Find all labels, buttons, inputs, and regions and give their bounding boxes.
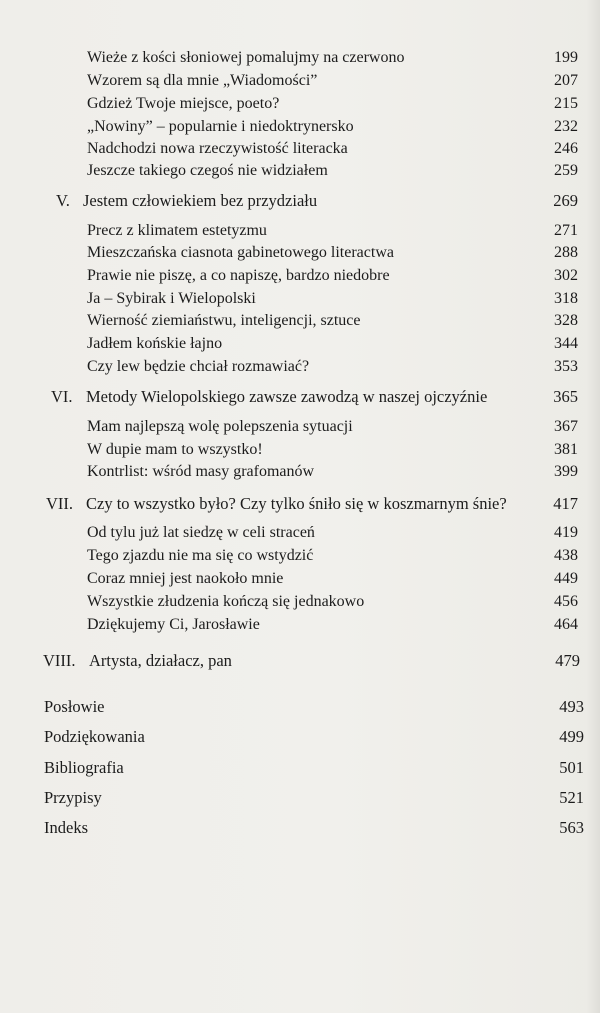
toc-entry xyxy=(87,241,578,265)
toc-entry-title: Mam najlepszą wolę polepszenia sytuacji xyxy=(87,418,353,435)
toc-chapter-number: V. xyxy=(56,191,70,210)
toc-entry-title: Indeks xyxy=(44,818,88,837)
toc-entry-page: 199 xyxy=(554,49,578,66)
toc-entry-title: Wierność ziemiaństwu, inteligencji, sztuce xyxy=(87,312,361,329)
toc-entry-title: Dziękujemy Ci, Jarosławie xyxy=(87,616,260,633)
toc-entry-page: 399 xyxy=(554,463,578,480)
toc-entry-page: 521 xyxy=(559,788,584,807)
toc-entry-title: Posłowie xyxy=(44,697,105,716)
toc-entry-page: 499 xyxy=(559,727,584,746)
toc-chapter-title: Artysta, działacz, pan xyxy=(89,651,232,670)
toc-entry xyxy=(87,567,578,591)
toc-entry-title: Tego zjazdu nie ma się co wstydzić xyxy=(87,547,314,564)
toc-entry xyxy=(87,159,578,183)
toc-entry-page: 344 xyxy=(554,335,578,352)
toc-entry xyxy=(87,287,578,311)
toc-entry-page: 328 xyxy=(554,312,578,329)
toc-entry-title: „Nowiny” – popularnie i niedoktrynersko xyxy=(87,118,354,135)
toc-backmatter-entry xyxy=(44,695,584,719)
toc-chapter-page: 417 xyxy=(553,494,578,513)
toc-entry-page: 246 xyxy=(554,140,578,157)
toc-entry-page: 259 xyxy=(554,162,578,179)
toc-entry-title: Precz z klimatem estetyzmu xyxy=(87,222,267,239)
toc-chapter-page: 479 xyxy=(555,651,580,670)
toc-backmatter-entry xyxy=(44,725,584,749)
toc-entry-title: Podziękowania xyxy=(44,727,145,746)
toc-entry-title: Jeszcze takiego czegoś nie widziałem xyxy=(87,162,328,179)
toc-entry-page: 501 xyxy=(559,758,584,777)
toc-entry-page: 215 xyxy=(554,95,578,112)
toc-entry-title: Prawie nie piszę, a co napiszę, bardzo niedobre xyxy=(87,267,390,284)
toc-entry-title: Kontrlist: wśród masy grafomanów xyxy=(87,463,315,480)
toc-chapter xyxy=(51,385,578,409)
toc-entry xyxy=(87,438,578,462)
toc-entry-title: Bibliografia xyxy=(44,758,124,777)
toc-entry-title: Ja – Sybirak i Wielopolski xyxy=(87,290,256,307)
toc-chapter-title: Metody Wielopolskiego zawsze zawodzą w naszej ojczyźnie xyxy=(86,387,488,406)
toc-entry-title: Wzorem są dla mnie „Wiadomości” xyxy=(87,72,318,89)
page-edge-shadow xyxy=(586,0,600,1013)
toc-entry xyxy=(87,46,578,70)
toc-entry-page: 302 xyxy=(554,267,578,284)
toc-entry-page: 353 xyxy=(554,358,578,375)
toc-entry xyxy=(87,137,578,161)
toc-entry-title: W dupie mam to wszystko! xyxy=(87,441,263,458)
toc-entry xyxy=(87,415,578,439)
toc-entry xyxy=(87,264,578,288)
toc-entry-page: 464 xyxy=(554,616,578,633)
toc-chapter xyxy=(43,649,580,673)
toc-entry-page: 232 xyxy=(554,118,578,135)
toc-backmatter-entry xyxy=(44,816,584,840)
toc-entry-page: 493 xyxy=(559,697,584,716)
toc-entry-page: 456 xyxy=(554,593,578,610)
toc-chapter-number: VI. xyxy=(51,387,73,406)
toc-entry xyxy=(87,355,578,379)
toc-entry-title: Coraz mniej jest naokoło mnie xyxy=(87,570,284,587)
toc-backmatter-entry xyxy=(44,756,584,780)
toc-entry-page: 419 xyxy=(554,524,578,541)
toc-entry xyxy=(87,219,578,243)
toc-entry-page: 207 xyxy=(554,72,578,89)
toc-entry xyxy=(87,332,578,356)
toc-entry xyxy=(87,521,578,545)
toc-entry-title: Czy lew będzie chciał rozmawiać? xyxy=(87,358,310,375)
toc-entry xyxy=(87,92,578,116)
toc-chapter-number: VIII. xyxy=(43,651,76,670)
toc-chapter xyxy=(46,492,578,516)
toc-entry-title: Gdzież Twoje miejsce, poeto? xyxy=(87,95,280,112)
toc-entry-page: 449 xyxy=(554,570,578,587)
toc-entry-page: 381 xyxy=(554,441,578,458)
toc-chapter-page: 269 xyxy=(553,191,578,210)
toc-entry-title: Jadłem końskie łajno xyxy=(87,335,223,352)
toc-entry-title: Nadchodzi nowa rzeczywistość literacka xyxy=(87,140,348,157)
toc-chapter-title: Jestem człowiekiem bez przydziału xyxy=(83,191,318,210)
toc-entry-title: Wieże z kości słoniowej pomalujmy na czerwono xyxy=(87,49,405,66)
toc-entry xyxy=(87,69,578,93)
toc-entry xyxy=(87,115,578,139)
toc-entry xyxy=(87,460,578,484)
toc-entry-page: 438 xyxy=(554,547,578,564)
toc-entry xyxy=(87,309,578,333)
toc-backmatter-entry xyxy=(44,786,584,810)
toc-chapter-page: 365 xyxy=(553,387,578,406)
toc-entry-page: 271 xyxy=(554,222,578,239)
toc-chapter xyxy=(56,189,578,213)
toc-entry-title: Mieszczańska ciasnota gabinetowego literactwa xyxy=(87,244,394,261)
toc-entry-title: Przypisy xyxy=(44,788,102,807)
toc-entry-title: Wszystkie złudzenia kończą się jednakowo xyxy=(87,593,365,610)
toc-entry xyxy=(87,544,578,568)
toc-entry-page: 563 xyxy=(559,818,584,837)
toc-entry-page: 288 xyxy=(554,244,578,261)
toc-entry-page: 367 xyxy=(554,418,578,435)
toc-chapter-title: Czy to wszystko było? Czy tylko śniło się w koszmarnym śnie? xyxy=(86,494,507,513)
toc-entry-page: 318 xyxy=(554,290,578,307)
toc-chapter-number: VII. xyxy=(46,494,74,513)
toc-entry xyxy=(87,590,578,614)
toc-entry xyxy=(87,613,578,637)
toc-entry-title: Od tylu już lat siedzę w celi straceń xyxy=(87,524,315,541)
